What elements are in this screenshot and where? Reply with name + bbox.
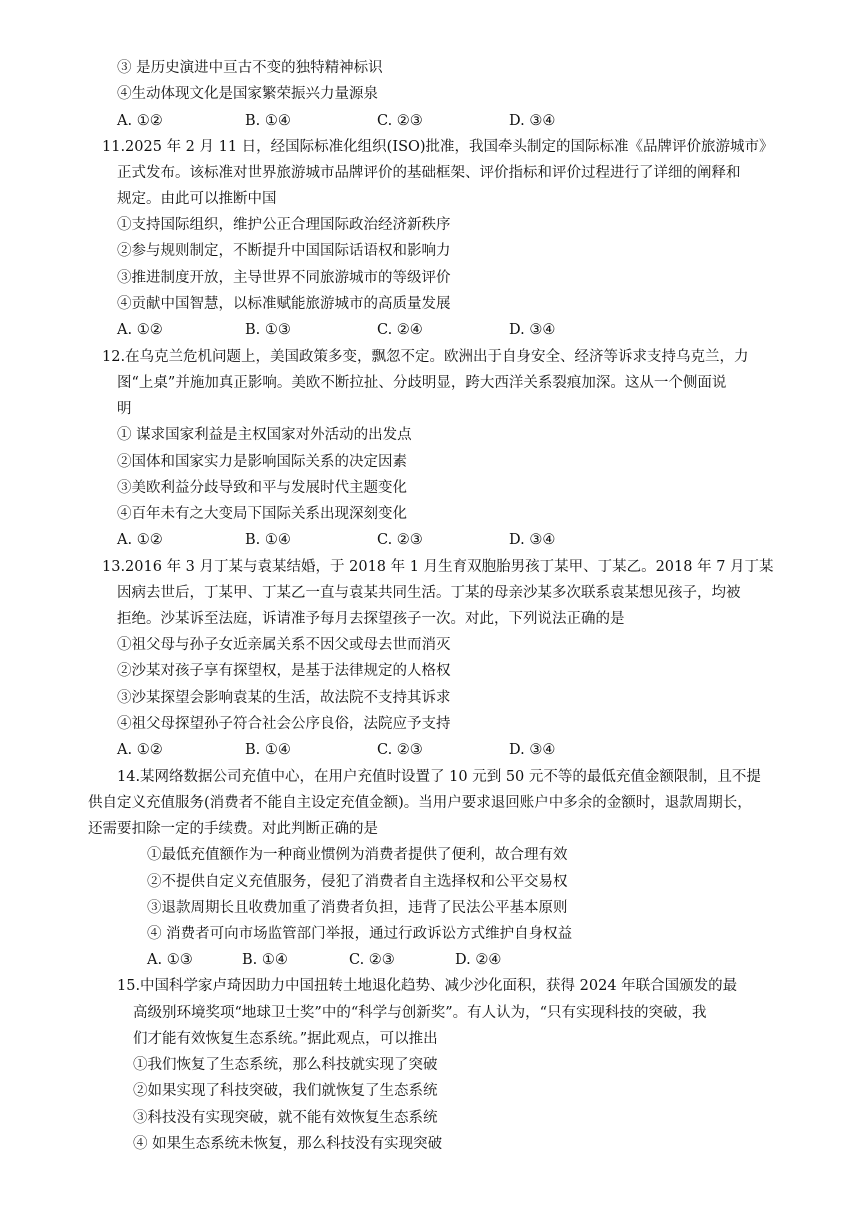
q11-statement-2: ②参与规则制定，不断提升中国国际话语权和影响力 <box>117 243 451 259</box>
q14-stem-line-2: 供自定义充值服务(消费者不能自主设定充值金额)。当用户要求退回账户中多余的金额时，退款周期长， <box>88 795 752 811</box>
option-b: B. ①④ <box>245 532 291 548</box>
option-c: C. ②③ <box>377 742 423 758</box>
q15-statement-1: ①我们恢复了生态系统，那么科技就实现了突破 <box>133 1057 438 1073</box>
q11-statement-4: ④贡献中国智慧，以标准赋能旅游城市的高质量发展 <box>117 296 451 312</box>
option-b: B. ①④ <box>245 113 291 129</box>
option-a: A. ①② <box>117 742 163 758</box>
option-d: D. ③④ <box>509 532 556 548</box>
q10-options <box>117 111 555 131</box>
q11-stem-line-1: 11.2025 年 2 月 11 日，经国际标准化组织(ISO)批准，我国牵头制定的国际标准《品牌评价旅游城市》 <box>102 139 774 155</box>
q13-statement-2: ②沙某对孩子享有探望权，是基于法律规定的人格权 <box>117 663 451 679</box>
q12-stem-line-2: 图“上桌”并施加真正影响。美欧不断拉扯、分歧明显，跨大西洋关系裂痕加深。这从一个侧面说 <box>117 375 727 391</box>
q14-statement-3: ③退款周期长且收费加重了消费者负担，违背了民法公平基本原则 <box>147 900 568 916</box>
q11-statement-3: ③推进制度开放，主导世界不同旅游城市的等级评价 <box>117 270 451 286</box>
q12-statement-4: ④百年未有之大变局下国际关系出现深刻变化 <box>117 506 407 522</box>
q11-stem-line-3: 规定。由此可以推断中国 <box>117 191 277 207</box>
q13-stem-line-1: 13.2016 年 3 月丁某与袁某结婚，于 2018 年 1 月生育双胞胎男孩丁某甲、丁某乙。2018 年 7 月丁某 <box>102 559 774 575</box>
option-b: B. ①④ <box>245 742 291 758</box>
q13-stem-line-3: 拒绝。沙某诉至法庭，诉请准予每月去探望孩子一次。对此，下列说法正确的是 <box>117 611 625 627</box>
option-c: C. ②③ <box>349 952 395 968</box>
option-d: D. ③④ <box>509 322 556 338</box>
q11-statement-1: ①支持国际组织，维护公正合理国际政治经济新秩序 <box>117 217 451 233</box>
q11-stem-line-2: 正式发布。该标准对世界旅游城市品牌评价的基础框架、评价指标和评价过程进行了详细的阐释和 <box>117 165 741 181</box>
q12-statement-2: ②国体和国家实力是影响国际关系的决定因素 <box>117 454 407 470</box>
q15-stem-line-3: 们才能有效恢复生态系统。”据此观点，可以推出 <box>133 1031 438 1047</box>
q15-statement-3: ③科技没有实现突破，就不能有效恢复生态系统 <box>133 1110 438 1126</box>
q14-stem-line-1: 14.某网络数据公司充值中心，在用户充值时设置了 10 元到 50 元不等的最低充值金额限制，且不提 <box>117 769 761 785</box>
q12-stem-line-1: 12.在乌克兰危机问题上，美国政策多变，飘忽不定。欧洲出于自身安全、经济等诉求支持乌克兰，力 <box>102 349 749 365</box>
q15-stem-line-2: 高级别环境奖项“地球卫士奖”中的“科学与创新奖”。有人认为，“只有实现科技的突破，我 <box>133 1005 707 1021</box>
q11-options <box>117 320 555 340</box>
q12-stem-line-3: 明 <box>117 401 132 417</box>
q10-statement-3: ③ 是历史演进中亘古不变的独特精神标识 <box>117 60 383 76</box>
option-b: B. ①③ <box>245 322 291 338</box>
q13-options <box>117 740 555 760</box>
q10-statement-4: ④生动体现文化是国家繁荣振兴力量源泉 <box>117 86 378 102</box>
q15-stem-line-1: 15.中国科学家卢琦因助力中国扭转土地退化趋势、减少沙化面积，获得 2024 年联合国颁发的最 <box>117 978 738 994</box>
q12-statement-1: ① 谋求国家利益是主权国家对外活动的出发点 <box>117 427 412 443</box>
q13-statement-4: ④祖父母探望孙子符合社会公序良俗，法院应予支持 <box>117 716 451 732</box>
option-b: B. ①④ <box>242 952 288 968</box>
q13-statement-1: ①祖父母与孙子女近亲属关系不因父或母去世而消灭 <box>117 637 451 653</box>
option-c: C. ②③ <box>377 113 423 129</box>
q14-statement-2: ②不提供自定义充值服务，侵犯了消费者自主选择权和公平交易权 <box>147 874 568 890</box>
q14-stem-line-3: 还需要扣除一定的手续费。对此判断正确的是 <box>88 821 378 837</box>
q15-statement-4: ④ 如果生态系统未恢复，那么科技没有实现突破 <box>133 1136 443 1152</box>
option-a: A. ①③ <box>147 952 193 968</box>
option-c: C. ②③ <box>377 532 423 548</box>
q14-statement-1: ①最低充值额作为一种商业惯例为消费者提供了便利，故合理有效 <box>147 847 568 863</box>
option-a: A. ①② <box>117 532 163 548</box>
q14-statement-4: ④ 消费者可向市场监管部门举报，通过行政诉讼方式维护自身权益 <box>147 926 573 942</box>
q12-options <box>117 530 555 550</box>
option-d: D. ③④ <box>509 113 556 129</box>
option-d: D. ③④ <box>509 742 556 758</box>
q15-statement-2: ②如果实现了科技突破，我们就恢复了生态系统 <box>133 1083 438 1099</box>
q12-statement-3: ③美欧利益分歧导致和平与发展时代主题变化 <box>117 480 407 496</box>
option-a: A. ①② <box>117 322 163 338</box>
option-d: D. ②④ <box>455 952 502 968</box>
option-a: A. ①② <box>117 113 163 129</box>
q14-options <box>147 950 501 970</box>
option-c: C. ②④ <box>377 322 423 338</box>
q13-statement-3: ③沙某探望会影响袁某的生活，故法院不支持其诉求 <box>117 690 451 706</box>
q13-stem-line-2: 因病去世后，丁某甲、丁某乙一直与袁某共同生活。丁某的母亲沙某多次联系袁某想见孩子，均被 <box>117 585 741 601</box>
